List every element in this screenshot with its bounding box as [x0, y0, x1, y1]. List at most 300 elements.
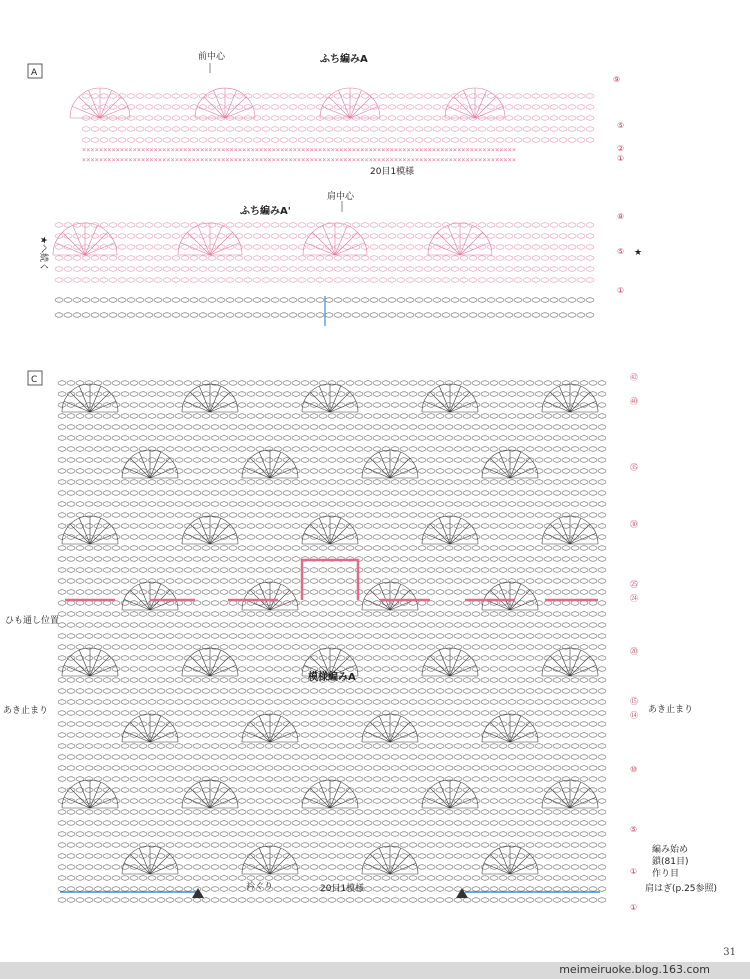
- chain-row-c: [499, 678, 507, 682]
- chain-row-c: [598, 414, 606, 418]
- chain-row-c: [598, 623, 606, 627]
- chain-row-c: [292, 689, 300, 693]
- chain-row-a2: [352, 267, 360, 271]
- chain-row-c: [355, 436, 363, 440]
- chain-row-c: [166, 711, 174, 715]
- chain-row-a2: [262, 223, 270, 227]
- chain-row-c: [220, 623, 228, 627]
- chain-row-c: [508, 425, 516, 429]
- chain-row-c: [310, 744, 318, 748]
- chain-row-c: [184, 612, 192, 616]
- chain-row-a: [343, 127, 351, 131]
- chain-row-c: [472, 414, 480, 418]
- chain-row-c: [247, 612, 255, 616]
- chain-row-c: [85, 590, 93, 594]
- chain-row-c: [175, 799, 183, 803]
- chain-row-c: [193, 480, 201, 484]
- chain-row-c: [265, 667, 273, 671]
- chain-row-a2: [388, 256, 396, 260]
- chain-row-c: [121, 843, 129, 847]
- chain-row-c: [391, 678, 399, 682]
- chain-row-c: [283, 700, 291, 704]
- chain-row-c: [139, 535, 147, 539]
- chain-row-a: [541, 116, 549, 120]
- chain-row-a: [253, 138, 261, 142]
- chain-row-c: [490, 766, 498, 770]
- chain-row-c: [148, 876, 156, 880]
- chain-row-c: [211, 601, 219, 605]
- chain-row-c: [130, 436, 138, 440]
- chain-row-c: [166, 777, 174, 781]
- chain-row-c: [463, 579, 471, 583]
- chain-row-a2: [109, 223, 117, 227]
- chain-row-c: [76, 480, 84, 484]
- chain-row-c: [193, 612, 201, 616]
- base-chain-a2b: [586, 313, 594, 317]
- chain-row-c: [562, 491, 570, 495]
- chain-row-c: [490, 656, 498, 660]
- base-chain-a2b: [415, 313, 423, 317]
- chain-row-c: [121, 678, 129, 682]
- fan-c-spoke: [510, 458, 530, 478]
- chain-row-c: [535, 667, 543, 671]
- chain-row-c: [562, 876, 570, 880]
- chain-row-a2: [109, 256, 117, 260]
- chain-row-c: [355, 777, 363, 781]
- chain-row-c: [148, 854, 156, 858]
- chain-row-c: [571, 590, 579, 594]
- chain-row-c: [445, 513, 453, 517]
- chain-row-c: [58, 711, 66, 715]
- chain-row-c: [175, 414, 183, 418]
- chain-row-c: [184, 458, 192, 462]
- chain-row-c: [256, 898, 264, 902]
- chain-row-a: [325, 127, 333, 131]
- chain-row-c: [292, 667, 300, 671]
- chain-row-a: [334, 138, 342, 142]
- base-chain-a2: [496, 298, 504, 302]
- chain-row-c: [175, 425, 183, 429]
- chain-row-c: [175, 887, 183, 891]
- chain-row-c: [517, 568, 525, 572]
- chain-row-c: [238, 777, 246, 781]
- chain-row-a: [496, 138, 504, 142]
- chain-row-c: [310, 876, 318, 880]
- chain-row-c: [454, 722, 462, 726]
- chain-row-c: [364, 623, 372, 627]
- chain-row-c: [319, 601, 327, 605]
- chain-row-c: [544, 777, 552, 781]
- chain-row-a: [532, 138, 540, 142]
- chain-row-c: [418, 535, 426, 539]
- chain-row-a2: [244, 278, 252, 282]
- chain-row-c: [328, 436, 336, 440]
- chain-row-c: [85, 755, 93, 759]
- chain-row-c: [121, 612, 129, 616]
- chain-row-c: [346, 612, 354, 616]
- chain-row-c: [463, 854, 471, 858]
- chain-row-c: [328, 810, 336, 814]
- chain-row-c: [283, 535, 291, 539]
- chain-row-c: [283, 766, 291, 770]
- chain-row-c: [175, 568, 183, 572]
- chain-row-c: [427, 744, 435, 748]
- chain-row-c: [427, 502, 435, 506]
- chain-row-c: [94, 898, 102, 902]
- chain-row-c: [184, 557, 192, 561]
- chain-row-c: [490, 524, 498, 528]
- chain-row-c: [535, 788, 543, 792]
- chain-row-c: [499, 513, 507, 517]
- chain-row-c: [157, 799, 165, 803]
- chain-row-c: [238, 865, 246, 869]
- chain-row-a: [316, 138, 324, 142]
- chain-row-c: [508, 799, 516, 803]
- chain-row-c: [193, 645, 201, 649]
- chain-row-c: [103, 777, 111, 781]
- chain-row-c: [364, 711, 372, 715]
- base-chain-a2: [262, 298, 270, 302]
- chain-row-a2: [361, 278, 369, 282]
- chain-row-c: [274, 689, 282, 693]
- chain-row-c: [337, 832, 345, 836]
- base-chain-a2: [442, 298, 450, 302]
- chain-row-c: [121, 799, 129, 803]
- chain-row-c: [364, 524, 372, 528]
- chain-row-a2: [460, 267, 468, 271]
- chain-row-c: [301, 876, 309, 880]
- chain-row-c: [490, 546, 498, 550]
- chain-row-c: [364, 898, 372, 902]
- chain-row-c: [454, 469, 462, 473]
- chain-row-c: [355, 656, 363, 660]
- chain-row-c: [490, 645, 498, 649]
- chain-row-c: [427, 480, 435, 484]
- chain-row-c: [418, 480, 426, 484]
- chain-row-c: [211, 744, 219, 748]
- chain-row-c: [85, 898, 93, 902]
- chain-row-a2: [127, 234, 135, 238]
- base-chain-a2: [397, 298, 405, 302]
- continue-note: ★へ続く: [38, 236, 48, 272]
- chain-row-c: [67, 898, 75, 902]
- chain-row-a2: [289, 234, 297, 238]
- chain-row-c: [265, 612, 273, 616]
- chain-row-c: [238, 711, 246, 715]
- chain-row-c: [328, 898, 336, 902]
- chain-row-a: [181, 116, 189, 120]
- chain-row-c: [202, 590, 210, 594]
- chain-row-a: [289, 116, 297, 120]
- chain-row-c: [301, 854, 309, 858]
- chain-row-c: [490, 898, 498, 902]
- chain-row-c: [364, 843, 372, 847]
- chain-row-c: [598, 755, 606, 759]
- chain-row-c: [598, 381, 606, 385]
- chain-row-c: [67, 722, 75, 726]
- chain-row-c: [364, 689, 372, 693]
- chain-row-c: [418, 678, 426, 682]
- chain-row-a2: [244, 267, 252, 271]
- chain-row-c: [436, 502, 444, 506]
- chain-row-c: [544, 689, 552, 693]
- chain-row-c: [364, 733, 372, 737]
- chain-row-c: [445, 810, 453, 814]
- chain-row-c: [148, 788, 156, 792]
- chain-row-c: [535, 854, 543, 858]
- chain-row-c: [148, 678, 156, 682]
- chain-row-c: [373, 623, 381, 627]
- chain-row-c: [247, 766, 255, 770]
- chain-row-a2: [442, 256, 450, 260]
- chain-row-c: [517, 645, 525, 649]
- chain-row-c: [265, 711, 273, 715]
- chain-row-c: [409, 821, 417, 825]
- row-label-c-42: ㊷: [630, 373, 638, 382]
- chain-row-c: [535, 381, 543, 385]
- chain-row-c: [94, 623, 102, 627]
- chain-row-c: [373, 557, 381, 561]
- chain-row-c: [598, 392, 606, 396]
- chain-row-c: [598, 458, 606, 462]
- chain-row-c: [337, 612, 345, 616]
- chain-row-a2: [217, 278, 225, 282]
- chain-row-c: [67, 700, 75, 704]
- chain-row-c: [121, 700, 129, 704]
- chain-row-c: [229, 755, 237, 759]
- chain-row-c: [436, 414, 444, 418]
- chain-row-c: [427, 612, 435, 616]
- chain-row-c: [526, 887, 534, 891]
- base-chain-a2b: [280, 313, 288, 317]
- chain-row-c: [85, 458, 93, 462]
- chain-row-c: [247, 623, 255, 627]
- chain-row-c: [373, 689, 381, 693]
- chain-row-c: [373, 832, 381, 836]
- chain-row-c: [499, 502, 507, 506]
- chain-row-c: [112, 612, 120, 616]
- chain-row-a2: [523, 234, 531, 238]
- chain-row-a: [118, 105, 126, 109]
- chain-row-c: [229, 854, 237, 858]
- chain-row-c: [148, 612, 156, 616]
- chain-row-c: [76, 612, 84, 616]
- chain-row-c: [130, 799, 138, 803]
- chain-row-c: [373, 634, 381, 638]
- chain-row-c: [220, 546, 228, 550]
- chain-row-c: [292, 656, 300, 660]
- chain-row-c: [247, 843, 255, 847]
- chain-row-c: [499, 689, 507, 693]
- chain-row-c: [112, 447, 120, 451]
- chain-row-c: [418, 436, 426, 440]
- chain-row-c: [508, 722, 516, 726]
- base-chain-a2: [514, 298, 522, 302]
- chain-row-c: [283, 689, 291, 693]
- chain-row-c: [112, 579, 120, 583]
- chain-row-c: [220, 480, 228, 484]
- fan-c-spoke: [490, 458, 510, 478]
- chain-row-c: [112, 425, 120, 429]
- chain-row-c: [229, 480, 237, 484]
- chain-row-c: [391, 568, 399, 572]
- chain-row-c: [382, 689, 390, 693]
- chain-row-a: [505, 127, 513, 131]
- chain-row-c: [373, 524, 381, 528]
- chain-row-c: [130, 832, 138, 836]
- chain-row-c: [382, 876, 390, 880]
- chain-row-c: [76, 634, 84, 638]
- chain-row-c: [589, 843, 597, 847]
- chain-row-c: [94, 711, 102, 715]
- chain-row-c: [301, 645, 309, 649]
- chain-row-c: [292, 832, 300, 836]
- chain-row-c: [553, 865, 561, 869]
- chain-row-c: [265, 546, 273, 550]
- chain-row-a2: [388, 278, 396, 282]
- chain-row-c: [112, 535, 120, 539]
- chain-row-c: [382, 480, 390, 484]
- chain-row-c: [85, 766, 93, 770]
- chain-row-c: [292, 898, 300, 902]
- chain-row-c: [580, 645, 588, 649]
- chain-row-c: [58, 667, 66, 671]
- chain-row-a2: [559, 267, 567, 271]
- base-chain-a2b: [298, 313, 306, 317]
- chain-row-c: [112, 700, 120, 704]
- chain-row-c: [67, 590, 75, 594]
- chain-row-c: [301, 777, 309, 781]
- chain-row-c: [67, 733, 75, 737]
- chain-row-c: [319, 546, 327, 550]
- chain-row-c: [328, 700, 336, 704]
- chain-row-c: [274, 546, 282, 550]
- chain-row-a2: [136, 267, 144, 271]
- chain-row-c: [229, 513, 237, 517]
- chain-row-c: [67, 502, 75, 506]
- chain-row-c: [391, 777, 399, 781]
- chain-row-a: [550, 127, 558, 131]
- base-chain-a2: [208, 298, 216, 302]
- chain-row-a2: [307, 278, 315, 282]
- edging-a2-label: ふち編みA': [240, 206, 291, 217]
- chain-row-a: [433, 105, 441, 109]
- chain-row-c: [445, 590, 453, 594]
- chain-row-a2: [496, 256, 504, 260]
- chain-row-c: [265, 623, 273, 627]
- chain-row-a2: [136, 234, 144, 238]
- base-chain-a2: [550, 298, 558, 302]
- fan-c-spoke: [370, 722, 390, 742]
- chain-row-c: [472, 689, 480, 693]
- chain-row-c: [193, 755, 201, 759]
- chain-row-a: [586, 116, 594, 120]
- chain-row-c: [553, 557, 561, 561]
- chain-row-c: [283, 832, 291, 836]
- chain-row-c: [238, 447, 246, 451]
- chain-row-c: [85, 392, 93, 396]
- chain-row-c: [319, 689, 327, 693]
- chain-row-a2: [442, 245, 450, 249]
- chain-row-c: [580, 700, 588, 704]
- chain-row-c: [103, 480, 111, 484]
- chain-row-c: [175, 392, 183, 396]
- chain-row-c: [166, 513, 174, 517]
- chain-row-c: [454, 843, 462, 847]
- chain-row-c: [229, 898, 237, 902]
- chain-row-a2: [343, 234, 351, 238]
- chain-row-c: [409, 700, 417, 704]
- chain-row-a: [586, 105, 594, 109]
- chain-row-c: [454, 447, 462, 451]
- chain-row-c: [589, 700, 597, 704]
- chain-row-c: [589, 557, 597, 561]
- chain-row-c: [103, 546, 111, 550]
- chain-row-a: [253, 127, 261, 131]
- fan-c-spoke: [130, 854, 150, 874]
- chain-row-c: [382, 425, 390, 429]
- chain-row-a: [82, 94, 90, 98]
- chain-row-c: [580, 612, 588, 616]
- chain-row-c: [553, 480, 561, 484]
- chain-row-c: [85, 579, 93, 583]
- chain-row-c: [346, 513, 354, 517]
- chain-row-c: [274, 821, 282, 825]
- chain-row-c: [571, 425, 579, 429]
- base-chain-a2: [253, 298, 261, 302]
- chain-row-c: [175, 557, 183, 561]
- chain-row-c: [130, 700, 138, 704]
- chain-row-c: [436, 623, 444, 627]
- chain-row-a2: [82, 278, 90, 282]
- chain-row-c: [193, 832, 201, 836]
- chain-row-c: [589, 414, 597, 418]
- chain-row-c: [319, 810, 327, 814]
- chain-row-c: [472, 744, 480, 748]
- chain-row-c: [580, 821, 588, 825]
- chain-row-c: [364, 766, 372, 770]
- chain-row-a: [91, 127, 99, 131]
- chain-row-c: [112, 744, 120, 748]
- fan-c-spoke: [430, 788, 450, 808]
- base-chain-a2: [505, 298, 513, 302]
- chain-row-c: [337, 711, 345, 715]
- fan-c-spoke: [190, 656, 210, 676]
- chain-row-c: [328, 722, 336, 726]
- chain-row-a: [415, 105, 423, 109]
- chain-row-c: [472, 843, 480, 847]
- chain-row-c: [409, 579, 417, 583]
- chain-row-c: [130, 414, 138, 418]
- chain-row-c: [337, 843, 345, 847]
- chain-row-c: [283, 447, 291, 451]
- chain-row-c: [508, 524, 516, 528]
- chain-row-c: [247, 392, 255, 396]
- chain-row-c: [598, 865, 606, 869]
- fan-c-spoke: [370, 458, 390, 478]
- chain-row-a: [316, 94, 324, 98]
- chain-row-c: [526, 788, 534, 792]
- chain-row-c: [490, 414, 498, 418]
- chain-row-c: [535, 777, 543, 781]
- chain-row-c: [589, 612, 597, 616]
- chain-row-c: [400, 557, 408, 561]
- chain-row-c: [481, 480, 489, 484]
- chain-row-c: [409, 403, 417, 407]
- chain-row-c: [481, 612, 489, 616]
- chain-row-a: [82, 138, 90, 142]
- chain-row-c: [445, 634, 453, 638]
